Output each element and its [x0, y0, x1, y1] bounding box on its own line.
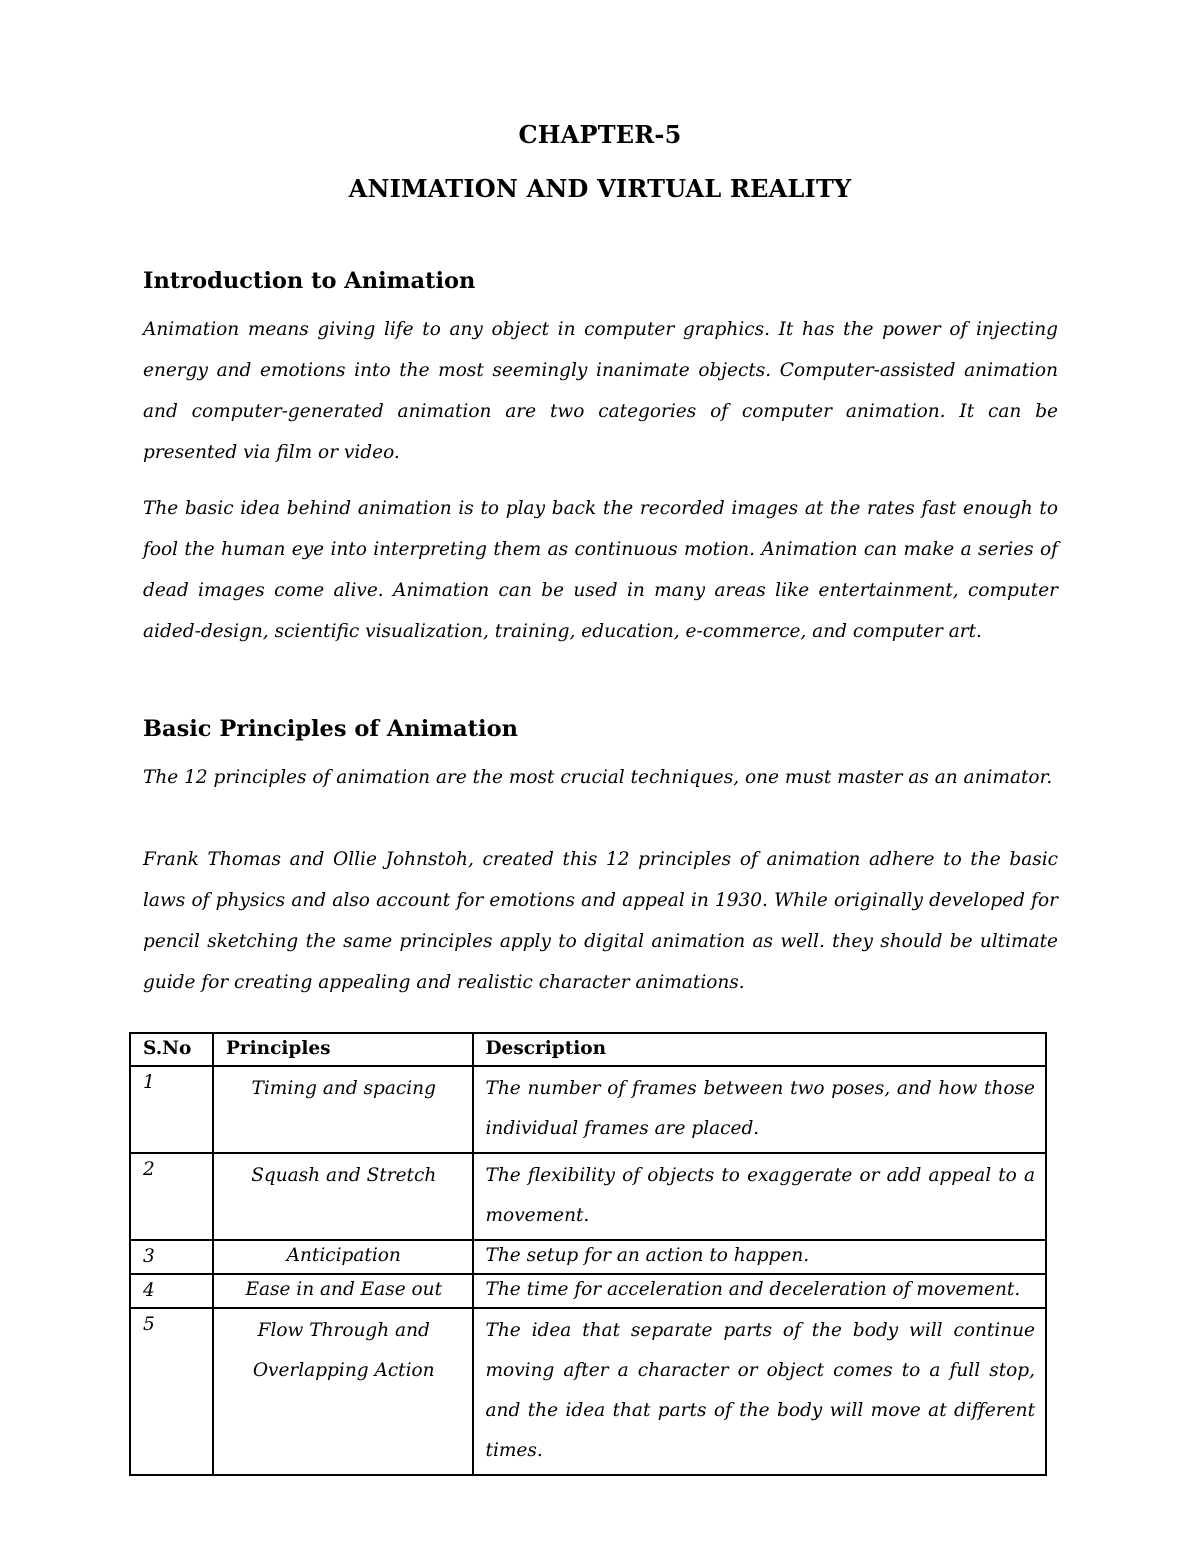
header-principles: Principles	[213, 1033, 473, 1066]
table-row	[130, 1274, 1046, 1308]
table-row	[130, 1066, 1046, 1153]
row-principle	[213, 1153, 473, 1240]
principle-text: Timing and spacing	[251, 1078, 436, 1099]
row-principle	[213, 1066, 473, 1153]
row-description: The flexibility of objects to exaggerate or add appeal to a movement.	[473, 1153, 1046, 1240]
row-description: The setup for an action to happen.	[473, 1240, 1046, 1274]
chapter-title: ANIMATION AND VIRTUAL REALITY	[348, 174, 852, 203]
table-row	[130, 1308, 1046, 1475]
intro-paragraph-2: The basic idea behind animation is to play back the recorded images at the rates fast enough to fool the human eye into interpreting them as continuous motion. Animation can make a series of dead images come alive. Animation can be used in many areas like entertainment, computer aided-design, scientific visualization, training, education, e-commerce, and computer art.	[143, 498, 1058, 642]
principles-paragraph-2: Frank Thomas and Ollie Johnstoh, created this 12 principles of animation adhere to the basic laws of physics and also account for emotions and appeal in 1930. While originally developed for pencil sketching the same principles apply to digital animation as well. they should be ultimate guide for creating appealing and realistic character animations.	[143, 849, 1058, 993]
row-sno: 5	[130, 1308, 213, 1475]
row-principle: Ease in and Ease out	[213, 1274, 473, 1308]
table-row	[130, 1153, 1046, 1240]
row-sno: 1	[130, 1066, 213, 1153]
row-description: The time for acceleration and deceleration of movement.	[473, 1274, 1046, 1308]
section-heading-principles: Basic Principles of Animation	[143, 716, 518, 742]
principles-paragraph-1: The 12 principles of animation are the most crucial techniques, one must master as an animator.	[143, 767, 1053, 788]
chapter-number: CHAPTER-5	[518, 120, 682, 149]
section-heading-introduction: Introduction to Animation	[143, 268, 476, 294]
row-sno: 2	[130, 1153, 213, 1240]
row-description: The idea that separate parts of the body will continue moving after a character or object comes to a full stop, and the idea that parts of the body will move at different times.	[473, 1308, 1046, 1475]
intro-paragraph-1: Animation means giving life to any object in computer graphics. It has the power of injecting energy and emotions into the most seemingly inanimate objects. Computer-assisted animation and computer-generated animation are two categories of computer animation. It can be presented via film or video.	[143, 319, 1058, 463]
row-description: The number of frames between two poses, and how those individual frames are placed.	[473, 1066, 1046, 1153]
row-principle: Flow Through and Overlapping Action	[213, 1308, 473, 1475]
row-principle: Anticipation	[213, 1240, 473, 1274]
principles-table	[129, 1032, 1047, 1476]
principle-text: Squash and Stretch	[251, 1165, 437, 1186]
table-header-row	[130, 1033, 1046, 1066]
row-sno: 3	[130, 1240, 213, 1274]
table-row	[130, 1240, 1046, 1274]
header-description: Description	[473, 1033, 1046, 1066]
row-sno: 4	[130, 1274, 213, 1308]
header-sno: S.No	[130, 1033, 213, 1066]
